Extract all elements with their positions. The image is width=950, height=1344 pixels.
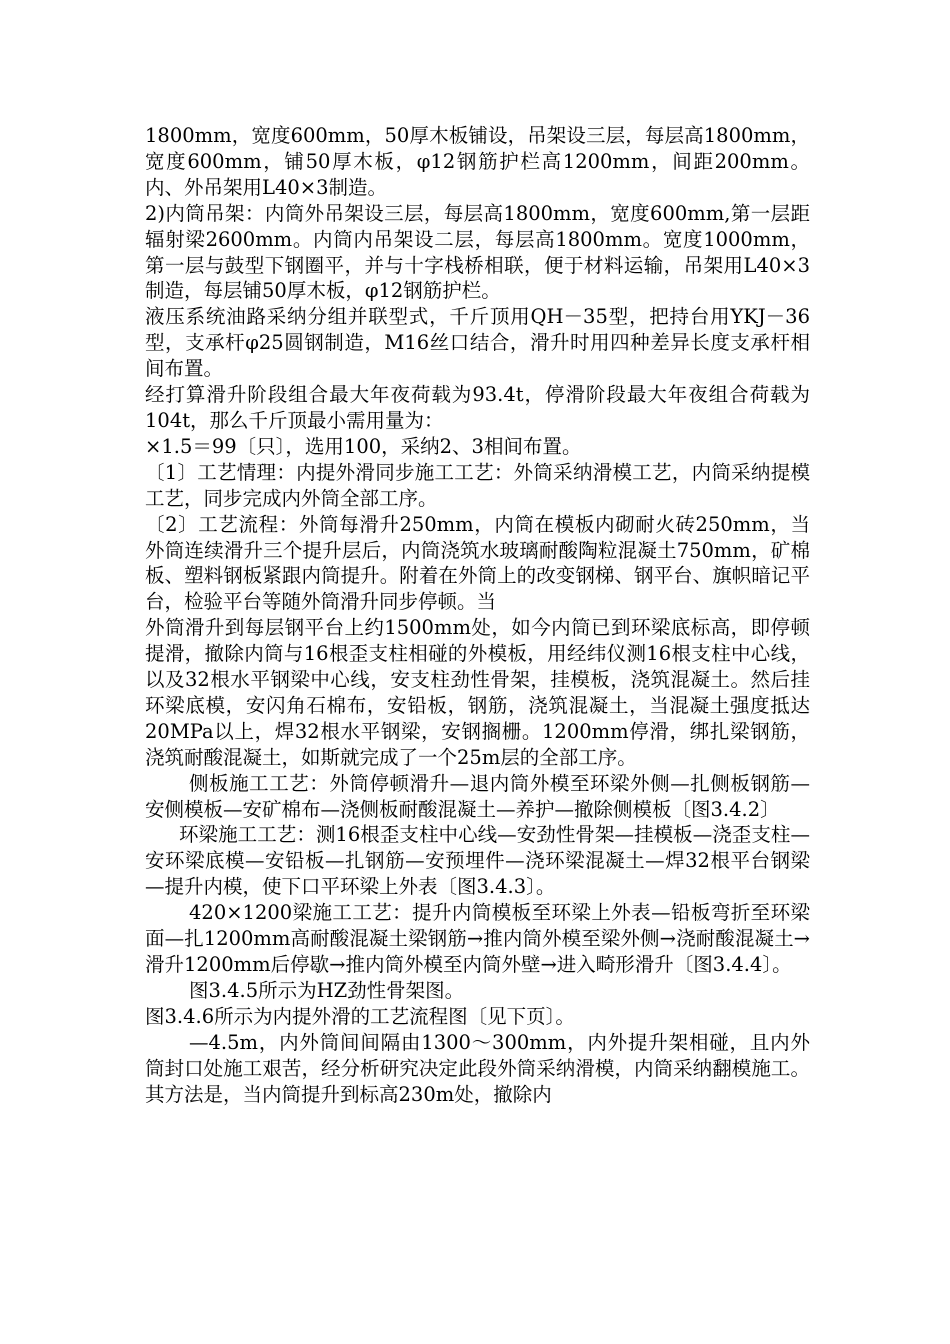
document-body	[145, 123, 810, 1107]
paragraph-hydraulic-system: 液压系统油路采纳分组并联型式，千斤顶用QH－35型，把持台用YKJ－36型，支承杆φ25圆钢制造，M16丝口结合，滑升时用四种差异长度支承杆相间布置。	[145, 305, 810, 381]
paragraph-side-panel-process: 侧板施工工艺：外筒停顿滑升—退内筒外模至环梁外侧—扎侧板钢筋—安侧模板—安矿棉布—浇侧板耐酸混凝土—养护—撤除侧模板〔图3.4.2〕	[145, 771, 810, 821]
paragraph-beam-process: 420×1200梁施工工艺：提升内筒模板至环梁上外表—铅板弯折至环梁面—扎1200mm高耐酸混凝土梁钢筋→推内筒外模至梁外侧→浇耐酸混凝土→滑升1200mm后停歇→推内筒外模至内筒外壁→进入畸形滑升〔图3.4.4〕。	[145, 901, 810, 976]
paragraph-closure-section: —4.5m，内外筒间间隔由1300～300mm，内外提升架相碰，且内外筒封口处施工艰苦，经分析研究决定此段外筒采纳滑模，内筒采纳翻模施工。其方法是，当内筒提升到标高230m处，撤除内	[145, 1030, 810, 1106]
paragraph-jack-count: ×1.5＝99〔只〕，选用100，采纳2、3相间布置。	[145, 434, 582, 458]
paragraph-figure-346: 图3.4.6所示为内提外滑的工艺流程图〔见下页〕。	[145, 1004, 575, 1028]
paragraph-figure-345: 图3.4.5所示为HZ劲性骨架图。	[189, 978, 465, 1002]
paragraph-hanger-spec: 1800mm，宽度600mm，50厚木板铺设，吊架设三层，每层高1800mm，宽度600mm，铺50厚木板，φ12钢筋护栏高1200mm，间距200mm。内、外吊架用L40×3制造。	[145, 124, 810, 199]
paragraph-platform-steps: 外筒滑升到每层钢平台上约1500mm处，如今内筒已到环梁底标高，即停顿提滑，撤除内筒与16根歪支柱相碰的外模板，用经纬仪测16根支柱中心线，以及32根水平钢梁中心线，安支柱劲性骨架，挂模板，浇筑混凝土。然后挂环梁底模，安闪角石棉布，安铅板，钢筋，浇筑混凝土，当混凝土强度抵达20MPa以上，焊32根水平钢梁，安钢搁栅。1200mm停滑，绑扎梁钢筋，浇筑耐酸混凝土，如斯就完成了一个25m层的全部工序。	[145, 616, 810, 769]
paragraph-ring-beam-process: 环梁施工工艺：测16根歪支柱中心线—安劲性骨架—挂模板—浇歪支柱—安环梁底模—安铅板—扎钢筋—安预埋件—浇环梁混凝土—焊32根平台钢梁—提升内模，使下口平环梁上外表〔图3.4.3〕。	[145, 823, 810, 899]
paragraph-inner-hanger: 2)内筒吊架：内筒外吊架设三层，每层高1800mm，宽度600mm,第一层距辐射梁2600mm。内筒内吊架设二层，每层高1800mm。宽度1000mm，第一层与鼓型下钢圈平，并与十字栈桥相联，便于材料运输，吊架用L40×3制造，每层铺50厚木板，φ12钢筋护栏。	[145, 201, 810, 303]
paragraph-process-principle: 〔1〕工艺情理：内提外滑同步施工工艺：外筒采纳滑模工艺，内筒采纳提模工艺，同步完成内外筒全部工序。	[145, 460, 810, 510]
paragraph-load-calculation: 经打算滑升阶段组合最大年夜荷载为93.4t，停滑阶段最大年夜组合荷载为104t，那么千斤顶最小需用量为：	[145, 383, 810, 432]
paragraph-process-flow: 〔2〕工艺流程：外筒每滑升250mm，内筒在模板内砌耐火砖250mm，当外筒连续滑升三个提升层后，内筒浇筑水玻璃耐酸陶粒混凝土750mm，矿棉板、塑料钢板紧跟内筒提升。附着在外筒上的改变钢梯、钢平台、旗帜暗记平台，检验平台等随外筒滑升同步停顿。当	[145, 512, 810, 614]
